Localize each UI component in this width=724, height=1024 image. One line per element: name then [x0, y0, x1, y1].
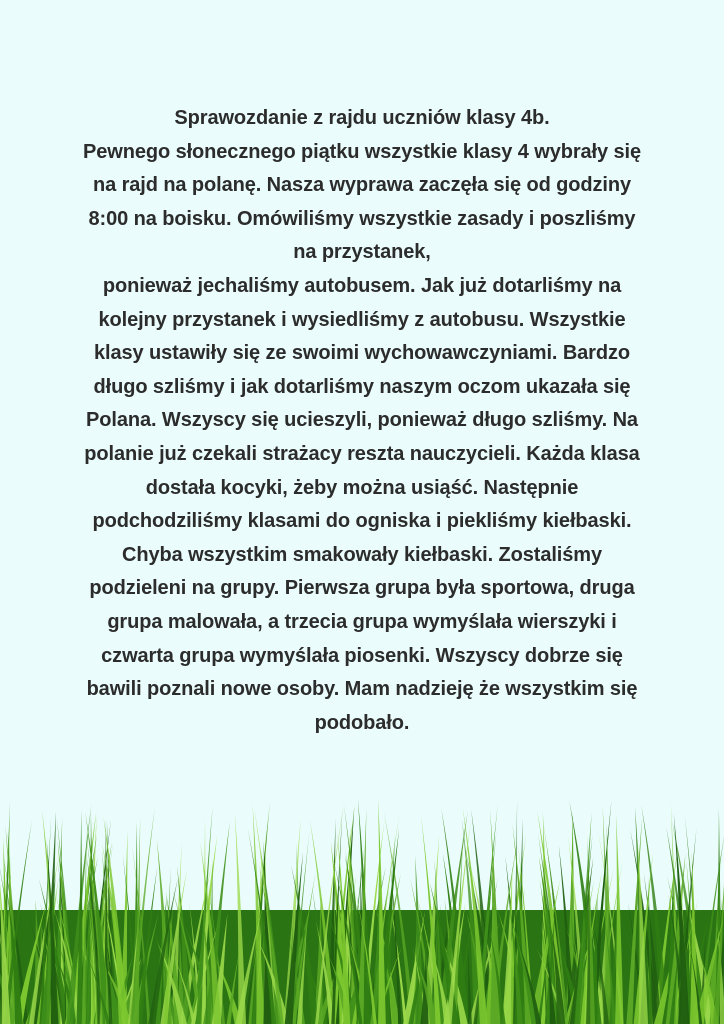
- grass-border-image: [0, 790, 724, 1024]
- report-line: podobało.: [314, 711, 410, 734]
- report-line: Polana. Wszyscy się ucieszyli, ponieważ długo szliśmy. Na: [86, 409, 638, 432]
- report-title: Sprawozdanie z rajdu uczniów klasy 4b.: [174, 107, 550, 129]
- report-line: ponieważ jechaliśmy autobusem. Jak już dotarliśmy na: [102, 274, 622, 297]
- report-line: Pewnego słonecznego piątku wszystkie klasy 4 wybrały się: [83, 140, 641, 163]
- report-line: polanie już czekali strażacy reszta nauczycieli. Każda klasa: [84, 442, 640, 465]
- report-line: na rajd na polanę. Nasza wyprawa zaczęła się od godziny: [92, 174, 631, 197]
- report-line: podchodziliśmy klasami do ogniska i piekliśmy kiełbaski.: [92, 510, 632, 533]
- report-line: grupa malowała, a trzecia grupa wymyślała wierszyki i: [107, 610, 617, 633]
- report-line: podzieleni na grupy. Pierwsza grupa była sportowa, druga: [89, 577, 635, 600]
- report-line: bawili poznali nowe osoby. Mam nadzieję że wszystkim się: [86, 678, 638, 701]
- report-text: [40, 102, 684, 740]
- report-line: na przystanek,: [293, 241, 431, 264]
- report-line: długo szliśmy i jak dotarliśmy naszym oczom ukazała się: [93, 375, 631, 398]
- report-line: klasy ustawiły się ze swoimi wychowawczyniami. Bardzo: [93, 342, 631, 365]
- report-line: kolejny przystanek i wysiedliśmy z autobusu. Wszystkie: [98, 308, 626, 331]
- report-line: dostała kocyki, żeby można usiąść. Następnie: [145, 476, 579, 499]
- report-line: 8:00 na boisku. Omówiliśmy wszystkie zasady i poszliśmy: [88, 207, 636, 230]
- report-line: czwarta grupa wymyślała piosenki. Wszyscy dobrze się: [101, 644, 623, 667]
- report-line: Chyba wszystkim smakowały kiełbaski. Zostaliśmy: [122, 543, 602, 566]
